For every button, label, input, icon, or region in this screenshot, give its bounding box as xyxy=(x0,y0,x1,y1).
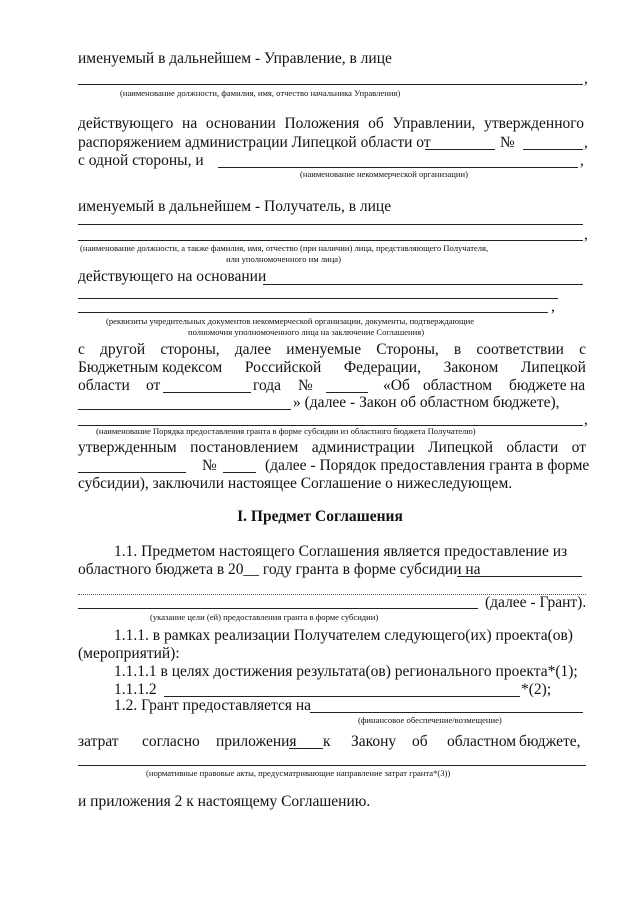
paragraph-text: распоряжением администрации Липецкой области от xyxy=(78,134,431,151)
blank-line xyxy=(78,298,558,299)
word: именуемые xyxy=(286,341,362,358)
field-note: (наименование должности, а также фамилия, имя, отчество (при наличии) лица, представляющего Получателя, xyxy=(80,243,489,253)
word: далее xyxy=(234,341,272,358)
comma: , xyxy=(551,298,555,315)
word: об xyxy=(412,733,428,750)
number-sign: № xyxy=(298,377,313,394)
field-note: (наименование некоммерческой организации) xyxy=(300,169,468,179)
blank-line xyxy=(78,84,583,85)
blank-line xyxy=(523,149,583,150)
paragraph-text: *(2); xyxy=(521,681,552,698)
word: «Об xyxy=(383,377,410,394)
field-note: (нормативные правовые акты, предусматривающие направление затрат гранта*(3)) xyxy=(146,768,451,778)
blank-line xyxy=(78,240,583,241)
word: утвержденным xyxy=(78,439,177,456)
word: согласно xyxy=(142,733,200,750)
word: Липецкой xyxy=(520,359,586,376)
word: года xyxy=(253,377,282,394)
word: от xyxy=(146,377,161,394)
word: области xyxy=(506,439,559,456)
paragraph-text: с одной стороны, и xyxy=(78,152,204,169)
field-note: (наименование должности, фамилия, имя, отчество начальника Управления) xyxy=(120,88,401,98)
justified-line xyxy=(78,115,584,133)
blank-line xyxy=(78,472,186,473)
word: основании xyxy=(205,115,276,132)
field-note: (наименование Порядка предоставления гранта в форме субсидии из областного бюджета Получателю) xyxy=(96,426,476,436)
paragraph-text: 1.1.1. в рамках реализации Получателем следующего(их) проекта(ов) xyxy=(114,627,573,644)
word: Законом xyxy=(443,359,499,376)
blank-line xyxy=(223,472,256,473)
paragraph-text: 1.1.1.1 в целях достижения результата(ов) регионального проекта*(1); xyxy=(114,663,578,680)
word: стороны, xyxy=(160,341,220,358)
comma: , xyxy=(580,152,584,169)
blank-line xyxy=(78,409,291,410)
field-note: (финансовое обеспечение/возмещение) xyxy=(358,715,502,725)
blank-line xyxy=(78,765,586,766)
paragraph-text: действующего на основании xyxy=(78,268,267,285)
word: Управлении, xyxy=(392,115,476,132)
word: с xyxy=(579,341,586,358)
blank-line xyxy=(263,284,583,285)
blank-line xyxy=(326,392,368,393)
word: затрат xyxy=(78,733,119,750)
comma: , xyxy=(584,70,588,87)
word: постановлением xyxy=(190,439,299,456)
paragraph-text: 1.1.1.2 xyxy=(114,681,157,698)
word: Федерации, xyxy=(343,359,421,376)
paragraph-text: (мероприятий): xyxy=(78,645,180,662)
comma: , xyxy=(584,226,588,243)
word: бюджете, xyxy=(519,733,581,750)
paragraph-text: субсидии), заключили настоящее Соглашение о нижеследующем. xyxy=(78,475,513,492)
blank-line xyxy=(289,748,323,749)
word: на xyxy=(570,377,586,394)
paragraph-text: (далее - Грант). xyxy=(485,594,587,611)
word: Положения xyxy=(284,115,360,132)
justified-line xyxy=(78,341,586,359)
paragraph-text: и приложения 2 к настоящему Соглашению. xyxy=(78,793,371,810)
word: на xyxy=(182,115,198,132)
word: бюджете xyxy=(509,377,567,394)
paragraph-text: 1.2. Грант предоставляется на xyxy=(114,697,312,714)
blank-line xyxy=(218,167,578,168)
word: к xyxy=(323,733,331,750)
field-note: (реквизиты учредительных документов некоммерческой организации, документы, подтверждающие xyxy=(106,316,475,326)
number-sign: № xyxy=(500,134,515,151)
word: администрации xyxy=(311,439,415,456)
justified-line xyxy=(78,439,586,457)
word: Стороны, xyxy=(376,341,439,358)
paragraph-text: именуемый в дальнейшем - Получатель, в лице xyxy=(78,198,392,215)
word: Закону xyxy=(351,733,397,750)
blank-line xyxy=(78,608,478,609)
paragraph-text: (далее - Порядок предоставления гранта в форме xyxy=(265,457,590,474)
word: утвержденного xyxy=(484,115,584,132)
word: соответствии xyxy=(476,341,564,358)
paragraph-text: 1.1. Предметом настоящего Соглашения является предоставление из xyxy=(114,543,568,560)
blank-line xyxy=(163,392,251,393)
word: с xyxy=(78,341,85,358)
blank-line xyxy=(457,576,582,577)
justified-line xyxy=(78,359,586,377)
paragraph-text: » (далее - Закон об областном бюджете), xyxy=(293,394,560,411)
field-note: или уполномоченного им лица) xyxy=(226,254,341,264)
word: другой xyxy=(100,341,146,358)
word: областном xyxy=(447,733,517,750)
word: действующего xyxy=(78,115,174,132)
paragraph-text: именуемый в дальнейшем - Управление, в лице xyxy=(78,50,392,67)
word: Российской xyxy=(244,359,322,376)
field-note: (указание цели (ей) предоставления гранта в форме субсидии) xyxy=(150,612,379,622)
field-note: полномочия уполномоченного лица на заключение Соглашения) xyxy=(188,327,425,337)
comma: , xyxy=(584,411,588,428)
word: в xyxy=(453,341,462,358)
word: приложения xyxy=(216,733,297,750)
word: Липецкой xyxy=(427,439,494,456)
word: от xyxy=(571,439,586,456)
word: области xyxy=(78,377,130,394)
blank-line xyxy=(310,712,583,713)
comma: , xyxy=(584,134,588,151)
word: областном xyxy=(423,377,493,394)
word: об xyxy=(368,115,384,132)
blank-line xyxy=(78,312,548,313)
word: Бюджетным кодексом xyxy=(78,359,223,376)
section-heading: I. Предмет Соглашения xyxy=(237,508,403,525)
paragraph-text: областного бюджета в 20__ году гранта в форме субсидии на xyxy=(78,561,481,578)
number-sign: № xyxy=(202,457,217,474)
blank-line xyxy=(425,149,495,150)
blank-line xyxy=(78,224,583,225)
